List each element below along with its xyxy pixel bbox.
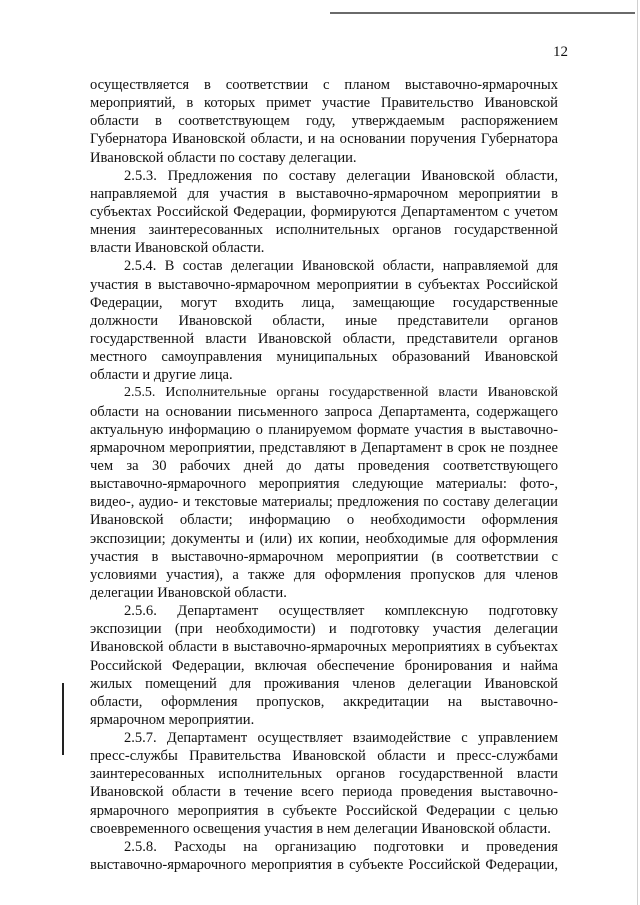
text-line: экспозиции; документы и (или) их копии, необходимые для оформления: [90, 530, 558, 547]
text-line: участия в выставочно-ярмарочном мероприятии в субъектах Российской: [90, 276, 558, 293]
text-line: области на основании письменного запроса Департамента, содержащего: [90, 403, 558, 420]
text-line: 2.5.7. Департамент осуществляет взаимодействие с управлением: [124, 730, 558, 747]
text-line: области, оформления пропусков, аккредитации на выставочно-: [90, 693, 558, 710]
text-line: Ивановской области в выставочно-ярмарочных мероприятиях в субъектах: [90, 639, 558, 656]
text-line: Ивановской области; информацию о необходимости оформления: [90, 512, 558, 529]
text-line: условиями участия), а также для оформления пропусков для членов: [90, 566, 558, 583]
text-line: экспозиции (при необходимости) и подготовку участия делегации: [90, 621, 558, 638]
text-line: видео-, аудио- и текстовые материалы; предложения по составу делегации: [90, 494, 558, 511]
text-line: участия в выставочно-ярмарочном мероприятии (в соответствии с: [90, 548, 558, 565]
text-line: выставочно-ярмарочного мероприятия в субъекте Российской Федерации,: [90, 857, 558, 874]
text-line: жилых помещений для проживания членов делегации Ивановской: [90, 675, 558, 692]
margin-mark: [62, 683, 64, 755]
text-line: Российской Федерации, включая обеспечение бронирования и найма: [90, 657, 558, 674]
text-line: области и другие лица.: [90, 367, 233, 384]
text-line: своевременного освещения участия в нем делегации Ивановской области.: [90, 820, 551, 837]
text-line: Федерации, могут входить лица, замещающие государственные: [90, 294, 558, 311]
text-line: осуществляется в соответствии с планом выставочно-ярмарочных: [90, 77, 558, 93]
text-line: 2.5.6. Департамент осуществляет комплексную подготовку: [124, 603, 558, 620]
text-line: актуальную информацию о планируемом формате участия в выставочно-: [90, 421, 558, 438]
text-line: 2.5.4. В состав делегации Ивановской области, направляемой для: [124, 258, 558, 275]
text-line: чем за 30 рабочих дней до даты проведения соответствующего: [90, 457, 558, 474]
text-line: Ивановской области по составу делегации.: [90, 149, 357, 166]
text-line: 2.5.3. Предложения по составу делегации Ивановской области,: [124, 167, 558, 184]
text-line: направляемой для участия в выставочно-ярмарочном мероприятии в: [90, 185, 558, 202]
text-line: субъектах Российской Федерации, формируются Департаментом с учетом: [90, 203, 558, 220]
scan-border-line: [330, 12, 635, 14]
text-line: Ивановской области в течение всего периода проведения выставочно-: [90, 784, 558, 801]
text-line: ярмарочном мероприятии.: [90, 711, 255, 728]
text-line: делегации Ивановской области.: [90, 584, 287, 601]
text-line: должности Ивановской области, иные представители органов: [90, 312, 558, 329]
scan-edge-line: [637, 0, 638, 905]
text-line: 2.5.5. Исполнительные органы государственной власти Ивановской: [124, 385, 558, 401]
text-line: ярмарочного мероприятия в субъекте Российской Федерации с целью: [90, 802, 558, 819]
text-line: заинтересованных исполнительных органов государственной власти: [90, 766, 558, 783]
text-line: Губернатора Ивановской области, и на основании поручения Губернатора: [90, 131, 558, 148]
text-line: пресс-службы Правительства Ивановской области и пресс-службами: [90, 748, 558, 765]
text-line: государственной власти Ивановской области, представители органов: [90, 330, 558, 347]
text-line: выставочно-ярмарочного мероприятия следующие материалы: фото-,: [90, 476, 558, 493]
text-line: ярмарочном мероприятии, представляют в Департамент в срок не позднее: [90, 439, 558, 456]
document-body: [90, 76, 558, 874]
text-line: мероприятий, в которых примет участие Правительство Ивановской: [90, 95, 558, 112]
text-line: местного самоуправления муниципальных образований Ивановской: [90, 349, 558, 366]
text-line: власти Ивановской области.: [90, 240, 265, 257]
text-line: области в соответствующем году, утверждаемым распоряжением: [90, 113, 558, 130]
text-line: мнения заинтересованных исполнительных органов государственной: [90, 222, 558, 239]
page-number: 12: [553, 44, 568, 60]
text-line: 2.5.8. Расходы на организацию подготовки и проведения: [124, 838, 558, 855]
